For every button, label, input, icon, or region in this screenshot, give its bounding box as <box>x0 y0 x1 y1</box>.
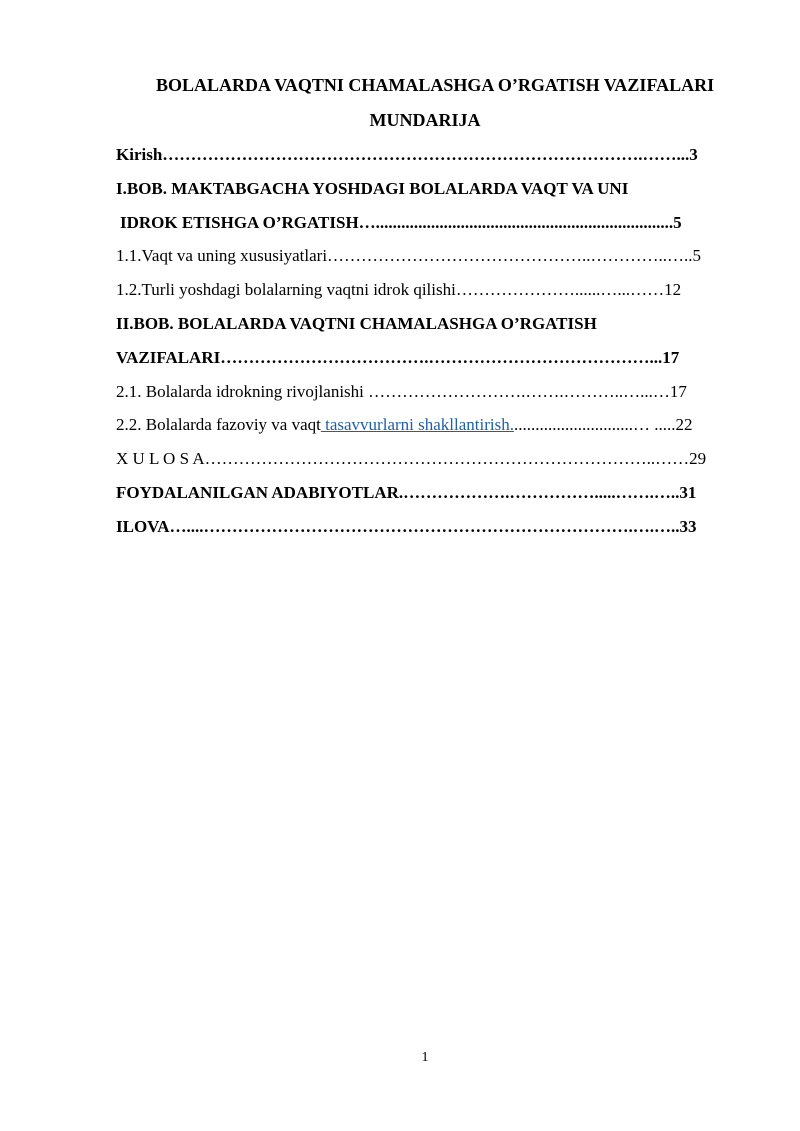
toc-entry-section-1-2-text: 1.2.Turli yoshdagi bolalarning vaqtni idrok qilishi <box>116 280 456 300</box>
table-of-contents <box>116 143 756 549</box>
page-number: 1 <box>421 1050 429 1065</box>
toc-entry-chapter-1-line-2[interactable]: IDROK ETISHGA O’RGATISH…......................................................................5 <box>120 212 682 232</box>
toc-entry-section-2-2-leader: ............................… .....22 <box>513 415 693 435</box>
toc-entry-xulosa[interactable]: X U L O S A……………………………………………………………………..……29 <box>116 449 707 469</box>
toc-entry-section-1-2[interactable] <box>116 278 756 312</box>
toc-entry-adabiyotlar[interactable]: FOYDALANILGAN ADABIYOTLAR.……………….…………….....…….…..31 <box>116 482 697 502</box>
toc-entry-chapter-2-line-1[interactable]: II.BOB. BOLALARDA VAQTNI CHAMALASHGA O’RGATISH <box>116 313 597 333</box>
toc-entry-section-1-2-leader: …………………......…...……12 <box>455 280 682 300</box>
toc-entry-section-2-2[interactable] <box>116 413 756 447</box>
toc-entry-chapter-2-line-2[interactable]: VAZIFALARI……………………………….…………………………………...17 <box>116 347 680 367</box>
toc-entry-section-1-1[interactable]: 1.1.Vaqt va uning xususiyatlari………………………………………..…………..…..5 <box>116 246 702 266</box>
toc-entry-ilova[interactable]: ILOVA…....………………………………………………………………….….…..33 <box>116 516 697 536</box>
toc-entry-section-2-1[interactable]: 2.1. Bolalarda idrokning rivojlanishi ……………………….…….………..…...…17 <box>116 381 687 401</box>
toc-entry-section-2-2-link[interactable]: tasavvurlarni shakllantirish. <box>320 415 514 435</box>
toc-entry-kirish[interactable]: Kirish………………………………………………………………………….……...3 <box>116 145 698 164</box>
toc-entry-chapter-1-line-1[interactable]: I.BOB. MAKTABGACHA YOSHDAGI BOLALARDA VAQT VA UNI <box>116 178 629 198</box>
document-title: BOLALARDA VAQTNI CHAMALASHGA O’RGATISH VAZIFALARI <box>156 75 715 95</box>
toc-entry-section-2-2-text: 2.2. Bolalarda fazoviy va vaqt <box>116 415 321 435</box>
toc-heading: MUNDARIJA <box>369 110 481 130</box>
